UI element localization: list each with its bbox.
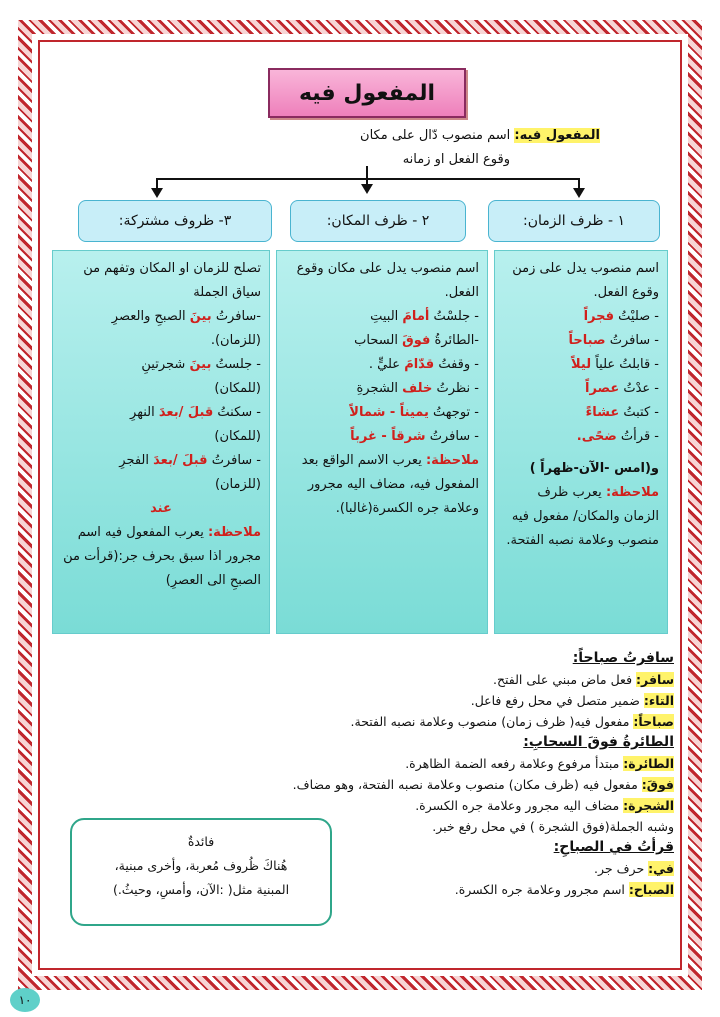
analysis-line: التاء: ضمير متصل في محل رفع فاعل. xyxy=(470,693,674,708)
page-number: ١٠ xyxy=(10,988,40,1012)
time-example: - سافرتُ صباحاً xyxy=(568,333,659,348)
shared-example: - سكنتُ قبلَ /بعدَ النهرِ xyxy=(130,405,261,420)
column-shared xyxy=(52,250,270,634)
time-intro: اسم منصوب يدل على زمن وقوع الفعل. xyxy=(512,261,659,300)
arrow-center xyxy=(361,184,373,194)
time-note: ملاحظة: يعرب ظرف الزمان والمكان/ مفعول فيه منصوب وعلامة نصبه الفتحة. xyxy=(506,485,659,548)
place-example: - جلسْتُ أمامَ البيتِ xyxy=(370,309,479,324)
shared-example: - جلستُ بينَ شجرتينِ xyxy=(141,357,261,372)
definition-line2: وقوع الفعل او زمانه xyxy=(402,152,510,167)
analysis-line: الصباح: اسم مجرور وعلامة جره الكسرة. xyxy=(454,882,674,897)
connector-vertical-center xyxy=(366,166,368,184)
benefit-note-box xyxy=(70,818,332,926)
time-example: - قابلتُ علياً ليلاً xyxy=(571,357,659,372)
category-shared: ٣- ظروف مشتركة: xyxy=(78,200,272,242)
definition-term: المفعول فيه: xyxy=(514,128,600,143)
column-time xyxy=(494,250,668,634)
arrow-left xyxy=(151,188,163,198)
column-place xyxy=(276,250,488,634)
shared-extra: عند xyxy=(150,501,172,516)
analysis-heading: قرأتُ في الصباحِ: xyxy=(553,839,674,855)
analysis-line: الطائرة: مبتدأ مرفوع وعلامة رفعه الضمة الظاهرة. xyxy=(405,756,674,771)
shared-example: -سافرتُ بينَ الصبحِ والعصرِ xyxy=(111,309,261,324)
time-example: - قرأتُ ضحًى. xyxy=(576,429,659,444)
category-time: ١ - ظرف الزمان: xyxy=(488,200,660,242)
category-place: ٢ - ظرف المكان: xyxy=(290,200,466,242)
shared-intro: تصلح للزمان او المكان وتفهم من سياق الجملة xyxy=(83,261,261,300)
place-example: - سافرتُ شرقاً - غرباً xyxy=(350,429,479,444)
definition xyxy=(300,124,600,172)
place-example: - نظرتُ خلف الشجرةِ xyxy=(356,381,479,396)
time-extra: و(امس -الآن-ظهراً ) xyxy=(529,461,659,476)
shared-tag: (للزمان) xyxy=(214,477,261,492)
page-title: المفعول فيه xyxy=(268,68,466,118)
place-example: - وقفتُ قدّامَ عليٍّ . xyxy=(368,357,479,372)
definition-line1: اسم منصوب دّال على مكان xyxy=(360,128,511,143)
note-title: فائدةٌ xyxy=(187,834,215,849)
place-example: -الطائرةُ فوقَ السحاب xyxy=(354,333,479,348)
shared-tag: (للزمان). xyxy=(210,333,261,348)
shared-example: - سافرتُ قبلَ /بعدَ الفجرِ xyxy=(119,453,261,468)
place-intro: اسم منصوب يدل على مكان وقوع الفعل. xyxy=(296,261,479,300)
connector-horizontal xyxy=(156,178,580,180)
shared-tag: (للمكان) xyxy=(214,381,261,396)
arrow-right xyxy=(573,188,585,198)
time-example: - عدْتُ عصراً xyxy=(584,381,659,396)
analysis-line: فوقَ: مفعول فيه (ظرف مكان) منصوب وعلامة نصبه الفتحة، وهو مضاف. xyxy=(292,777,674,792)
place-example: - توجهتُ يميناً - شمالاً xyxy=(349,405,479,420)
time-example: - كتبتُ عشاءً xyxy=(585,405,659,420)
shared-tag: (للمكان) xyxy=(214,429,261,444)
note-line1: هُناكَ ظُروف مُعربة، وأخرى مبنية، xyxy=(114,858,288,873)
note-line2: المبنية مثل( :الآن، وأمسِ، وحيثُ.) xyxy=(112,882,290,897)
shared-note: ملاحظة: يعرب المفعول فيه اسم مجرور اذا سبق بحرف جر:(قرأت من الصبحِ الى العصرِ) xyxy=(63,525,261,588)
analysis-line: في: حرف جر. xyxy=(594,861,674,876)
analysis-heading: سافرتُ صباحاً: xyxy=(572,650,674,666)
analysis-heading: الطائرةُ فوقَ السحابِ: xyxy=(523,734,674,750)
place-note: ملاحظة: يعرب الاسم الواقع بعد المفعول فيه، مضاف اليه مجرور وعلامة جره الكسرة(غالبا). xyxy=(301,453,479,516)
analysis-line: سافر: فعل ماض مبني على الفتح. xyxy=(492,672,674,687)
analysis-line: صباحاً: مفعول فيه( ظرف زمان) منصوب وعلامة نصبه الفتحة. xyxy=(350,714,674,729)
analysis-line: وشبه الجملة(فوق الشجرة ) في محل رفع خبر. xyxy=(432,819,674,834)
time-example: - صليْتُ فجراً xyxy=(583,309,659,324)
analysis-line: الشجرة: مضاف اليه مجرور وعلامة جره الكسرة. xyxy=(415,798,674,813)
